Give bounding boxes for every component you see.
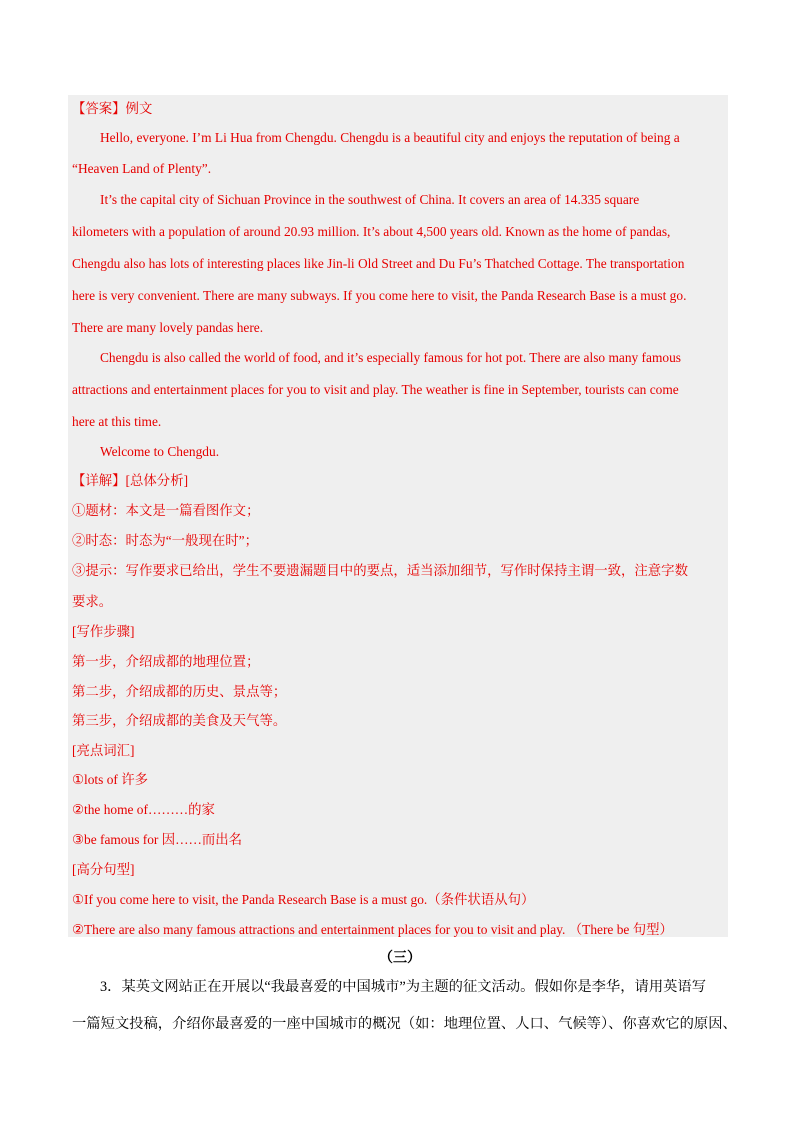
sentence-item: ②There are also many famous attractions and entertainment places for you to visit and play. （There be 句型）	[72, 922, 673, 937]
steps-header: [写作步骤]	[72, 624, 135, 639]
sentence-item: ①If you come here to visit, the Panda Research Base is a must go.（条件状语从句）	[72, 892, 535, 907]
answer-line: Chengdu is also called the world of food, and it’s especially famous for hot pot. There are also many famous	[100, 350, 681, 365]
step-item: 第一步，介绍成都的地理位置；	[72, 654, 260, 669]
section-title: （三）	[379, 951, 421, 966]
sentence-header: [高分句型]	[72, 862, 135, 877]
analysis-item: ②时态：时态为“一般现在时”；	[72, 533, 258, 548]
vocab-item: ②the home of………的家	[72, 802, 215, 817]
analysis-item: ③提示：写作要求已给出，学生不要遗漏题目中的要点，适当添加细节，写作时保持主谓一致，注意字数	[72, 563, 688, 578]
answer-line: It’s the capital city of Sichuan Province in the southwest of China. It covers an area of 14.335 square	[100, 192, 640, 207]
answer-line: Welcome to Chengdu.	[100, 444, 220, 459]
vocab-header: [亮点词汇]	[72, 743, 135, 758]
vocab-item: ③be famous for 因……而出名	[72, 832, 243, 847]
answer-line: attractions and entertainment places for you to visit and play. The weather is fine in September, tourists can come	[72, 382, 679, 397]
answer-line: here at this time.	[72, 414, 162, 429]
answer-line: “Heaven Land of Plenty”.	[72, 161, 212, 176]
question-line: 一篇短文投稿，介绍你最喜爱的一座中国城市的概况（如：地理位置、人口、气候等）、你喜欢它的原因、	[72, 1016, 737, 1032]
step-item: 第二步，介绍成都的历史、景点等；	[72, 684, 287, 699]
answer-line: Hello, everyone. I’m Li Hua from Chengdu. Chengdu is a beautiful city and enjoys the reputation of being a	[100, 130, 680, 145]
question-line: 3．某英文网站正在开展以“我最喜爱的中国城市”为主题的征文活动。假如你是李华，请用英语写	[100, 979, 707, 995]
answer-line: There are many lovely pandas here.	[72, 320, 264, 335]
analysis-item: 要求。	[72, 594, 113, 609]
answer-line: kilometers with a population of around 20.93 million. It’s about 4,500 years old. Known as the home of pandas,	[72, 224, 671, 239]
detail-header: 【详解】[总体分析]	[72, 473, 189, 488]
answer-header: 【答案】例文	[72, 101, 153, 116]
analysis-item: ①题材：本文是一篇看图作文；	[72, 503, 260, 518]
answer-line: Chengdu also has lots of interesting places like Jin-li Old Street and Du Fu’s Thatched Cottage. The transportation	[72, 256, 685, 271]
step-item: 第三步，介绍成都的美食及天气等。	[72, 713, 287, 728]
answer-line: here is very convenient. There are many subways. If you come here to visit, the Panda Research Base is a must go.	[72, 288, 687, 303]
vocab-item: ①lots of 许多	[72, 772, 148, 787]
